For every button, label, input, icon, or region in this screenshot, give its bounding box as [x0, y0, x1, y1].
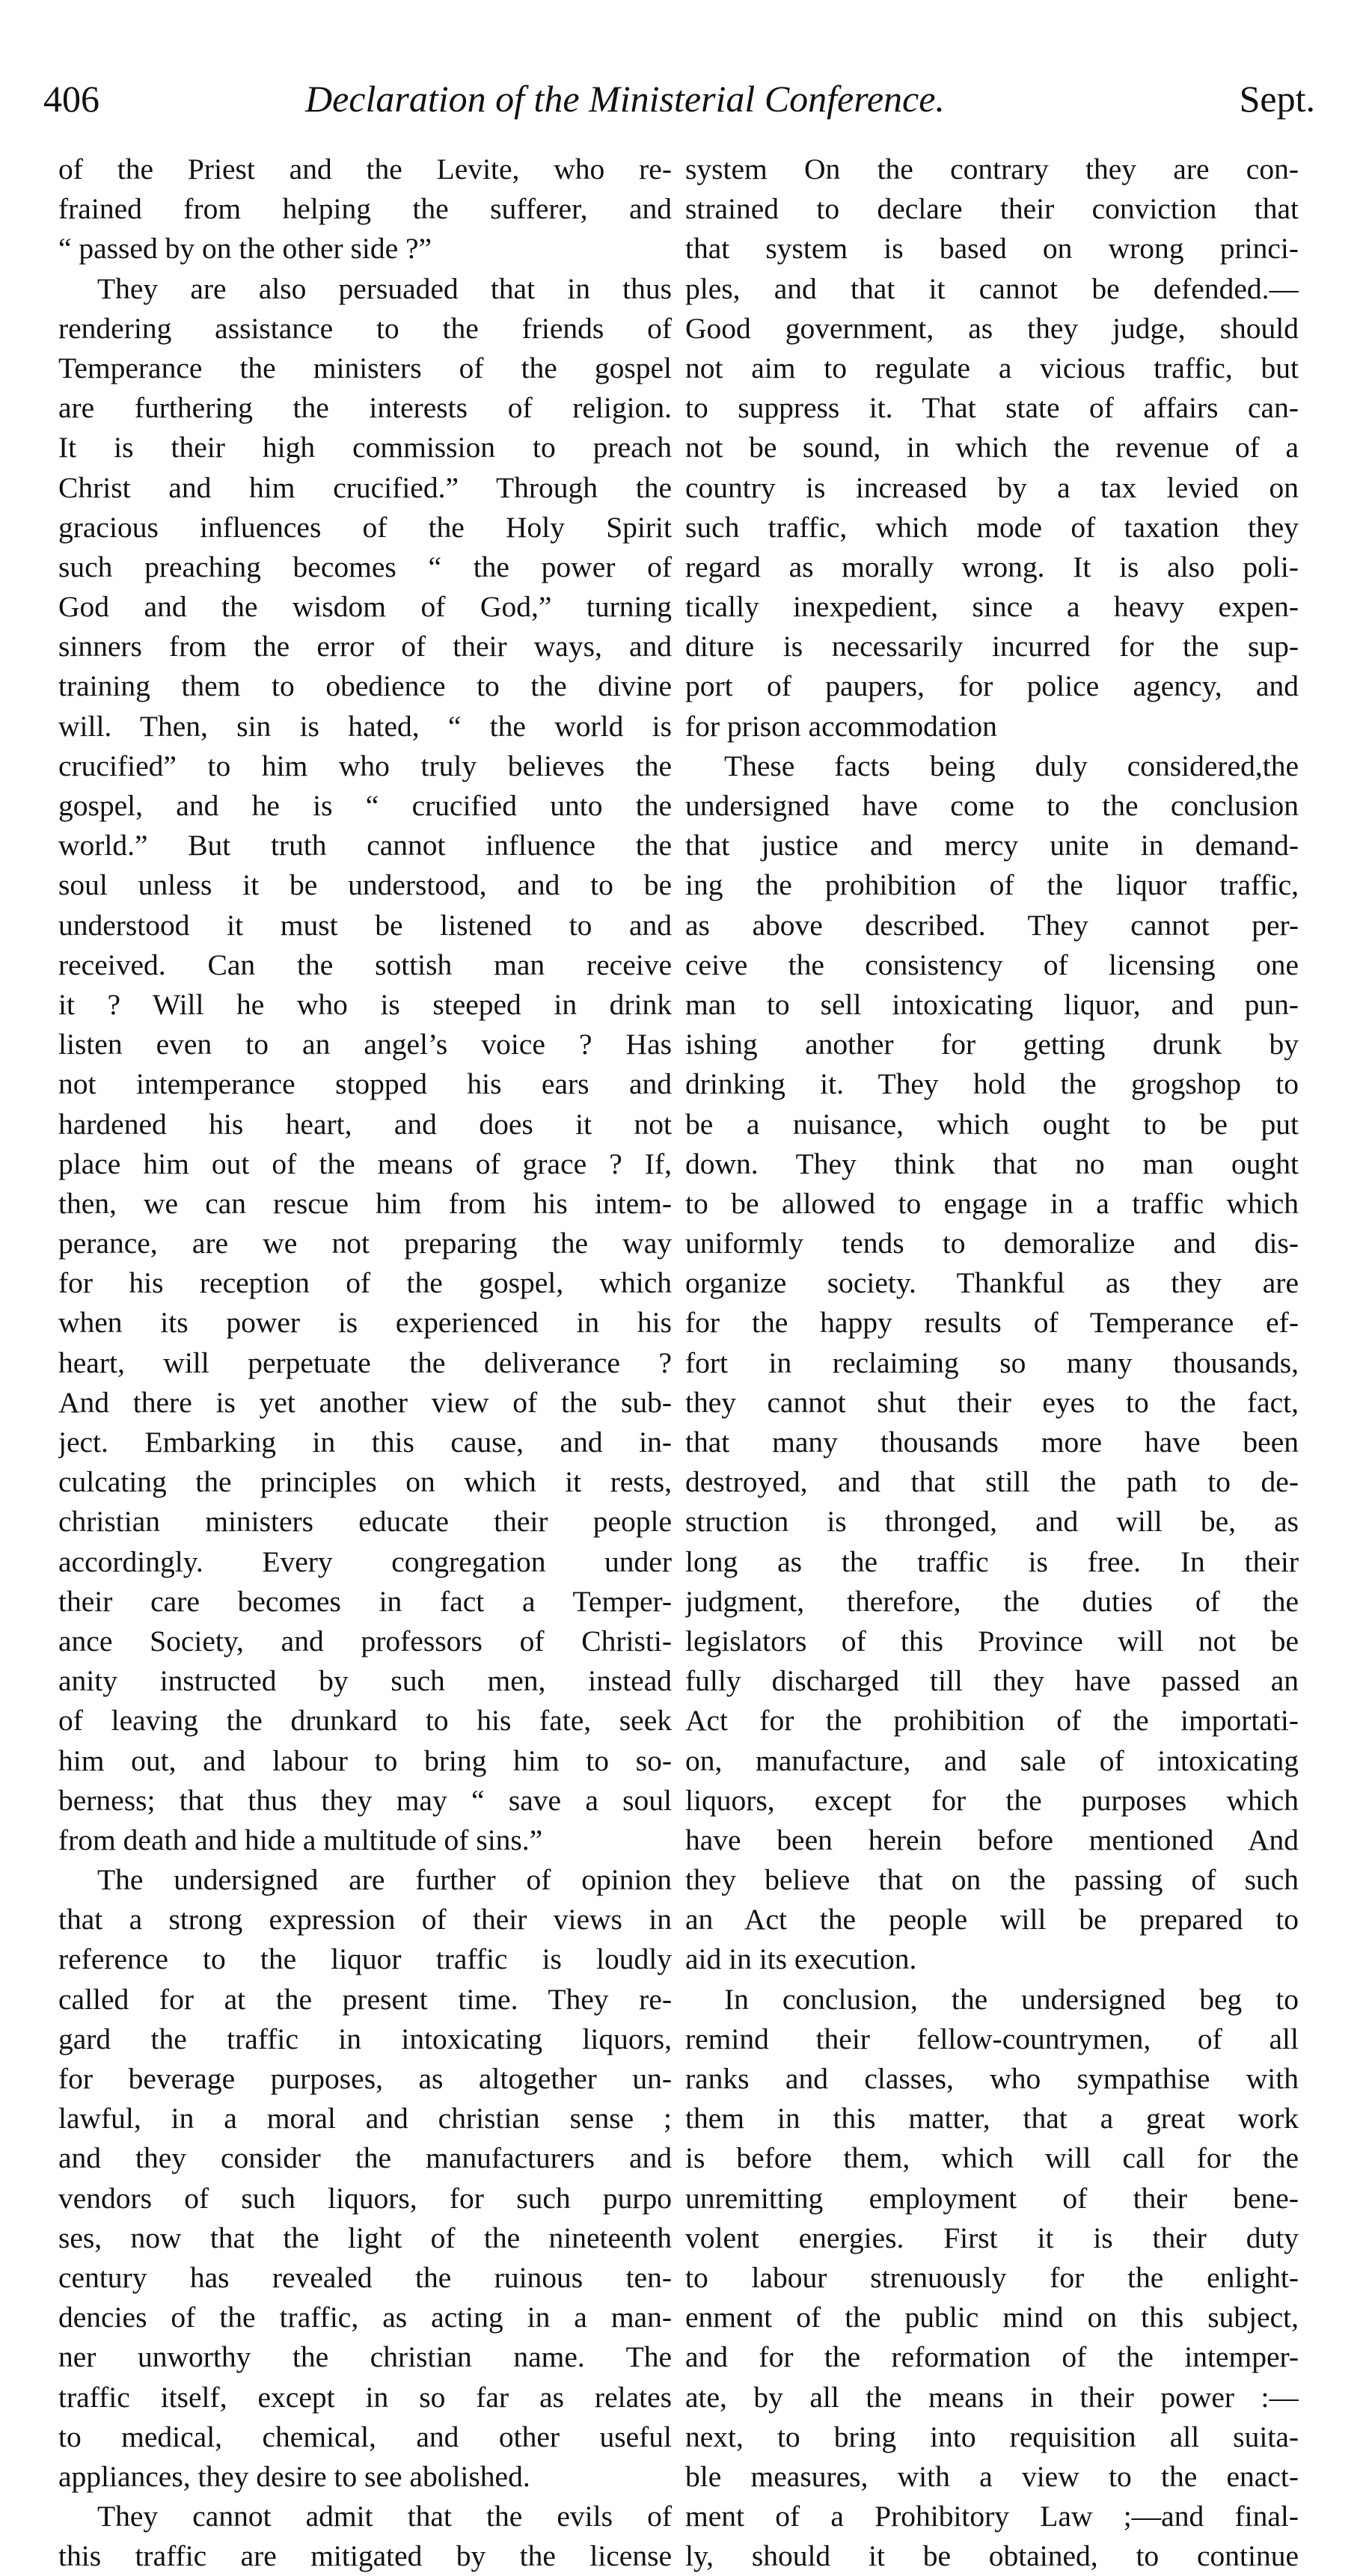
text-line: their care becomes in fact a Temper- — [58, 1584, 672, 1618]
text-line: strained to declare their conviction that — [685, 192, 1299, 226]
text-line: fully discharged till they have passed an — [685, 1664, 1299, 1698]
text-line: ses, now that the light of the nineteenth — [58, 2221, 672, 2254]
text-line: regard as morally wrong. It is also poli- — [685, 550, 1299, 583]
text-line: then, we can rescue him from his intem- — [58, 1186, 672, 1220]
text-line: and they consider the manufacturers and — [58, 2141, 672, 2175]
left-column — [58, 150, 672, 2576]
text-line: organize society. Thankful as they are — [685, 1266, 1299, 1300]
text-line: they believe that on the passing of such — [685, 1863, 1299, 1897]
text-line: world.” But truth cannot influence the — [58, 829, 672, 862]
text-line: They cannot admit that the evils of — [97, 2500, 672, 2533]
text-line: liquors, except for the purposes which — [685, 1783, 1299, 1817]
running-date: Sept. — [1239, 78, 1315, 120]
text-line: have been herein before mentioned And — [685, 1823, 1299, 1856]
text-line: heart, will perpetuate the deliverance ? — [58, 1346, 672, 1379]
text-line: volent energies. First it is their duty — [685, 2221, 1299, 2254]
text-line: uniformly tends to demoralize and dis- — [685, 1227, 1299, 1260]
text-line: dencies of the traffic, as acting in a man- — [58, 2301, 672, 2334]
text-line: accordingly. Every congregation under — [58, 1545, 672, 1578]
text-line: when its power is experienced in his — [58, 1306, 672, 1340]
text-line: down. They think that no man ought — [685, 1147, 1299, 1180]
text-line: that justice and mercy unite in demand- — [685, 829, 1299, 862]
text-line: ranks and classes, who sympathise with — [685, 2062, 1299, 2095]
text-line: received. Can the sottish man receive — [58, 948, 672, 981]
text-line: understood it must be listened to and — [58, 908, 672, 942]
text-line: from death and hide a multitude of sins.” — [58, 1823, 543, 1856]
text-line: that system is based on wrong princi- — [685, 232, 1299, 266]
text-line: ance Society, and professors of Christi- — [58, 1624, 672, 1657]
text-line: diture is necessarily incurred for the sup- — [685, 630, 1299, 663]
text-line: not be sound, in which the revenue of a — [685, 431, 1299, 464]
text-line: legislators of this Province will not be — [685, 1624, 1299, 1657]
text-line: for his reception of the gospel, which — [58, 1266, 672, 1300]
text-line: to medical, chemical, and other useful — [58, 2420, 672, 2453]
text-line: culcating the principles on which it rests, — [58, 1465, 672, 1499]
text-line: system On the contrary they are con- — [685, 153, 1299, 185]
text-line: such preaching becomes “ the power of — [58, 550, 672, 583]
text-line: anity instructed by such men, instead — [58, 1664, 672, 1698]
text-line: long as the traffic is free. In their — [685, 1545, 1299, 1578]
text-line: In conclusion, the undersigned beg to — [724, 1982, 1299, 2016]
text-line: for the happy results of Temperance ef- — [685, 1306, 1299, 1340]
text-line: are furthering the interests of religion. — [58, 391, 672, 425]
text-line: The undersigned are further of opinion — [97, 1863, 672, 1897]
text-line: century has revealed the ruinous ten- — [58, 2260, 672, 2294]
text-line: will. Then, sin is hated, “ the world is — [58, 709, 672, 743]
text-line: struction is thronged, and will be, as — [685, 1505, 1299, 1539]
text-line: tically inexpedient, since a heavy expen- — [685, 590, 1299, 624]
text-line: lawful, in a moral and christian sense ; — [58, 2102, 672, 2135]
text-line: ject. Embarking in this cause, and in- — [58, 1426, 672, 1459]
text-line: sinners from the error of their ways, and — [58, 630, 672, 663]
text-line: be a nuisance, which ought to be put — [685, 1107, 1299, 1141]
text-line: to labour strenuously for the enlight- — [685, 2260, 1299, 2294]
text-line: for prison accommodation — [685, 709, 997, 743]
text-line: Temperance the ministers of the gospel — [58, 351, 672, 384]
text-line: of leaving the drunkard to his fate, seek — [58, 1704, 672, 1738]
text-line: ble measures, with a view to the enact- — [685, 2459, 1299, 2493]
text-line: and for the reformation of the intemper- — [685, 2340, 1299, 2374]
text-line: drinking it. They hold the grogshop to — [685, 1067, 1299, 1101]
text-line: appliances, they desire to see abolished. — [58, 2459, 530, 2493]
text-line: Act for the prohibition of the importati- — [685, 1704, 1299, 1738]
text-line: that many thousands more have been — [685, 1426, 1299, 1459]
text-line: gracious influences of the Holy Spirit — [58, 510, 672, 544]
text-line: unremitting employment of their bene- — [685, 2181, 1299, 2215]
text-line: “ passed by on the other side ?” — [58, 232, 432, 266]
text-line: These facts being duly considered,the — [724, 749, 1299, 782]
text-line: him out, and labour to bring him to so- — [58, 1744, 672, 1777]
text-line: country is increased by a tax levied on — [685, 470, 1299, 504]
text-line: them in this matter, that a great work — [685, 2102, 1299, 2135]
text-line: to be allowed to engage in a traffic which — [685, 1186, 1299, 1220]
text-line: ples, and that it cannot be defended.— — [685, 272, 1299, 305]
text-line: ishing another for getting drunk by — [685, 1028, 1299, 1061]
text-line: vendors of such liquors, for such purpo — [58, 2181, 672, 2215]
text-line: aid in its execution. — [685, 1942, 917, 1976]
text-line: destroyed, and that still the path to de- — [685, 1465, 1299, 1499]
text-line: on, manufacture, and sale of intoxicating — [685, 1744, 1299, 1777]
text-line: christian ministers educate their people — [58, 1505, 672, 1539]
text-line: called for at the present time. They re- — [58, 1982, 672, 2016]
text-line: judgment, therefore, the duties of the — [685, 1584, 1299, 1618]
text-line: traffic itself, except in so far as relates — [58, 2380, 672, 2414]
text-line: next, to bring into requisition all suita- — [685, 2420, 1299, 2453]
text-line: it ? Will he who is steeped in drink — [58, 987, 672, 1021]
text-line: berness; that thus they may “ save a soul — [58, 1783, 672, 1817]
text-line: They are also persuaded that in thus — [97, 272, 672, 305]
running-head — [43, 69, 1315, 129]
text-line: man to sell intoxicating liquor, and pun- — [685, 987, 1299, 1021]
text-line: such traffic, which mode of taxation they — [685, 510, 1299, 544]
text-line: ing the prohibition of the liquor traffic, — [685, 868, 1299, 902]
text-line: of the Priest and the Levite, who re- — [58, 153, 672, 185]
text-line: port of paupers, for police agency, and — [685, 669, 1299, 703]
text-line: remind their fellow-countrymen, of all — [685, 2022, 1299, 2055]
text-line: God and the wisdom of God,” turning — [58, 590, 672, 624]
text-line: an Act the people will be prepared to — [685, 1903, 1299, 1936]
text-line: listen even to an angel’s voice ? Has — [58, 1028, 672, 1061]
text-line: gard the traffic in intoxicating liquors, — [58, 2022, 672, 2055]
text-line: undersigned have come to the conclusion — [685, 789, 1299, 822]
text-line: this traffic are mitigated by the license — [58, 2539, 672, 2573]
text-line: for beverage purposes, as altogether un- — [58, 2062, 672, 2095]
text-line: It is their high commission to preach — [58, 431, 672, 464]
right-column — [685, 150, 1299, 2576]
text-line: Good government, as they judge, should — [685, 311, 1299, 345]
text-line: not aim to regulate a vicious traffic, but — [685, 351, 1299, 384]
text-line: to suppress it. That state of affairs can- — [685, 391, 1299, 425]
text-line: ner unworthy the christian name. The — [58, 2340, 672, 2374]
text-line: they cannot shut their eyes to the fact, — [685, 1385, 1299, 1419]
text-line: And there is yet another view of the sub- — [58, 1385, 672, 1419]
text-line: frained from helping the sufferer, and — [58, 192, 672, 226]
text-line: is before them, which will call for the — [685, 2141, 1299, 2175]
text-line: not intemperance stopped his ears and — [58, 1067, 672, 1101]
text-line: ly, should it be obtained, to continue — [685, 2539, 1299, 2573]
text-line: gospel, and he is “ crucified unto the — [58, 789, 672, 822]
text-line: as above described. They cannot per- — [685, 908, 1299, 942]
text-line: ate, by all the means in their power :— — [685, 2380, 1299, 2414]
text-line: perance, are we not preparing the way — [58, 1227, 672, 1260]
text-line: rendering assistance to the friends of — [58, 311, 672, 345]
text-line: that a strong expression of their views in — [58, 1903, 672, 1936]
text-line: training them to obedience to the divine — [58, 669, 672, 703]
text-line: place him out of the means of grace ? If, — [58, 1147, 672, 1180]
text-line: Christ and him crucified.” Through the — [58, 470, 672, 504]
page-number: 406 — [43, 78, 99, 120]
text-line: fort in reclaiming so many thousands, — [685, 1346, 1299, 1379]
running-title: Declaration of the Ministerial Conference. — [305, 78, 945, 120]
text-line: hardened his heart, and does it not — [58, 1107, 672, 1141]
text-line: enment of the public mind on this subject, — [685, 2301, 1299, 2334]
text-line: ment of a Prohibitory Law ;—and final- — [685, 2500, 1299, 2533]
text-line: soul unless it be understood, and to be — [58, 868, 672, 902]
text-line: ceive the consistency of licensing one — [685, 948, 1299, 981]
text-line: crucified” to him who truly believes the — [58, 749, 672, 782]
text-line: reference to the liquor traffic is loudly — [58, 1942, 672, 1976]
